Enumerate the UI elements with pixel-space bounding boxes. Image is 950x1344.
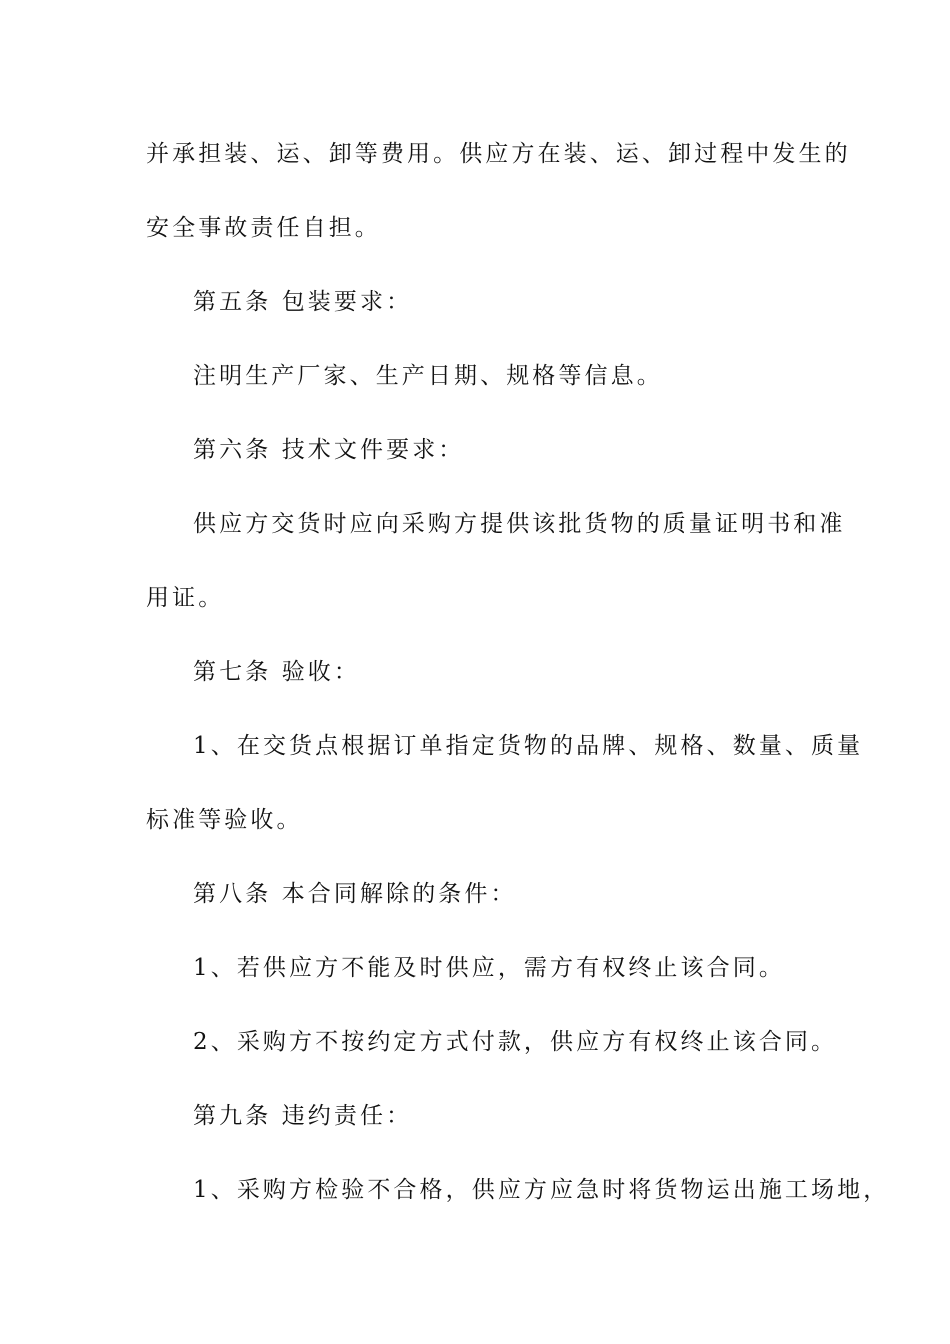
list-item: 1、若供应方不能及时供应，需方有权终止该合同。 (193, 955, 785, 981)
section-heading: 第七条 验收： (193, 659, 361, 685)
section-heading: 第九条 违约责任： (193, 1103, 413, 1129)
paragraph-line: 安全事故责任自担。 (146, 215, 381, 241)
paragraph-line: 并承担装、运、卸等费用。供应方在装、运、卸过程中发生的 (146, 141, 851, 167)
paragraph-line: 注明生产厂家、生产日期、规格等信息。 (193, 363, 663, 389)
paragraph-line: 标准等验收。 (146, 807, 303, 833)
list-item: 1、在交货点根据订单指定货物的品牌、规格、数量、质量 (193, 733, 864, 759)
list-item: 2、采购方不按约定方式付款，供应方有权终止该合同。 (193, 1029, 838, 1055)
section-heading: 第六条 技术文件要求： (193, 437, 465, 463)
section-heading: 第五条 包装要求： (193, 289, 413, 315)
section-heading: 第八条 本合同解除的条件： (193, 881, 517, 907)
paragraph-line: 供应方交货时应向采购方提供该批货物的质量证明书和准 (193, 511, 846, 537)
list-item: 1、采购方检验不合格，供应方应急时将货物运出施工场地， (193, 1177, 890, 1203)
paragraph-line: 用证。 (146, 585, 225, 611)
